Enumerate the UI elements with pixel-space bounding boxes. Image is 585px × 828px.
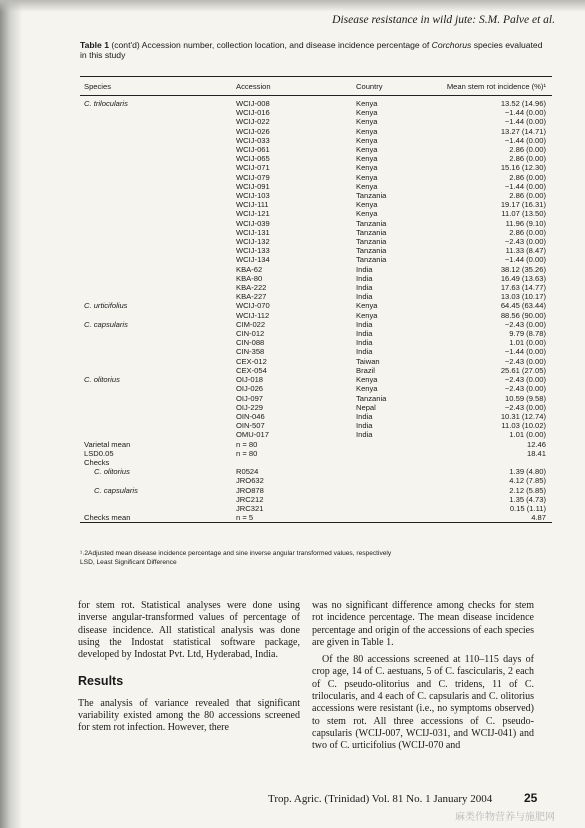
summary-label-cell: C. olitorius <box>94 467 130 477</box>
species-cell <box>80 209 236 218</box>
country-cell: India <box>356 347 373 357</box>
summary-row <box>80 476 552 485</box>
incidence-cell: 15.16 (12.30) <box>500 163 546 173</box>
summary-value-cell: 18.41 <box>526 448 546 458</box>
table-row <box>80 136 552 145</box>
country-cell: India <box>356 421 373 431</box>
country-cell: Tanzania <box>356 218 387 228</box>
country-cell: Kenya <box>356 154 378 164</box>
species-cell <box>80 136 236 145</box>
table-body <box>80 96 552 523</box>
paragraph-results-3: Of the 80 accessions screened at 110–115 days of crop age, 14 of C. aestuans, 5 of C. fascicularis, 2 each of C. pseudo-olitorius and C. tridens, 11 of C. trilocularis, and 4 each of C. capsularis and C. olitorius accessions were resistant (i.e., no symptoms observed) to stem rot. All three accessions of C. pseudo-capsularis (WCIJ-007, WCIJ-031, and WCIJ-041) and two of C. urticifolius (WCIJ-070 and <box>312 654 534 752</box>
species-cell <box>80 108 236 117</box>
country-cell: Kenya <box>356 172 378 182</box>
summary-label-cell: Checks <box>84 457 110 467</box>
table-row <box>80 394 552 403</box>
country-cell: India <box>356 329 373 339</box>
incidence-cell: 11.07 (13.50) <box>501 209 546 219</box>
species-cell <box>80 163 236 172</box>
incidence-cell: −2.43 (0.00) <box>504 237 546 247</box>
table-row <box>80 154 552 163</box>
summary-row <box>80 449 552 458</box>
country-cell: Tanzania <box>356 227 387 237</box>
species-cell <box>80 228 236 237</box>
species-cell <box>80 292 236 301</box>
incidence-cell: 2.86 (0.00) <box>509 154 546 164</box>
country-cell: Kenya <box>356 301 378 311</box>
summary-accession-cell: JRO632 <box>236 476 264 486</box>
incidence-cell: −1.44 (0.00) <box>504 108 546 118</box>
table-row <box>80 255 552 264</box>
species-cell <box>80 246 236 255</box>
country-cell: Tanzania <box>356 255 387 265</box>
summary-value-cell: 4.12 (7.85) <box>509 476 546 486</box>
data-table <box>80 76 552 523</box>
species-cell <box>80 329 236 338</box>
summary-row <box>80 440 552 449</box>
summary-row <box>80 504 552 513</box>
table-row <box>80 375 552 384</box>
accession-cell: OIJ-229 <box>236 402 264 412</box>
country-cell: Nepal <box>356 402 376 412</box>
summary-accession-cell: JRO878 <box>236 485 264 495</box>
table-row <box>80 209 552 218</box>
incidence-cell: −1.44 (0.00) <box>504 255 546 265</box>
accession-cell: WCIJ-071 <box>236 163 270 173</box>
accession-cell: WCIJ-079 <box>236 172 270 182</box>
summary-country-cell <box>356 486 432 495</box>
summary-value-cell: 12.46 <box>526 439 546 449</box>
incidence-cell: 2.86 (0.00) <box>509 227 546 237</box>
table-row <box>80 347 552 356</box>
species-cell <box>80 366 236 375</box>
table-row <box>80 329 552 338</box>
accession-cell: WCIJ-121 <box>236 209 270 219</box>
species-cell <box>80 394 236 403</box>
country-cell: India <box>356 264 373 274</box>
accession-cell: CIN-358 <box>236 347 265 357</box>
summary-country-cell <box>356 458 432 467</box>
header-species: Species <box>80 77 236 96</box>
table-row <box>80 274 552 283</box>
species-cell <box>80 117 236 126</box>
table-row <box>80 145 552 154</box>
summary-country-cell <box>356 449 432 458</box>
summary-accession-cell: JRC212 <box>236 494 264 504</box>
table-row <box>80 237 552 246</box>
summary-country-cell <box>356 495 432 504</box>
accession-cell: WCIJ-016 <box>236 108 270 118</box>
species-cell <box>80 219 236 228</box>
incidence-cell: −1.44 (0.00) <box>504 135 546 145</box>
site-watermark: 麻类作物营养与施肥网 <box>455 812 555 823</box>
table-row <box>80 246 552 255</box>
summary-value-cell: 2.12 (5.85) <box>509 485 546 495</box>
summary-row <box>80 467 552 476</box>
species-cell <box>80 347 236 356</box>
summary-value-cell: 4.87 <box>531 513 546 523</box>
summary-accession-cell: n = 5 <box>236 513 254 523</box>
footnote-1: ¹˒2Adjusted mean disease incidence percentage and sine inverse angular transformed values, respectively <box>80 550 392 557</box>
summary-row <box>80 513 552 522</box>
accession-cell: WCIJ-133 <box>236 246 270 256</box>
table-row <box>80 219 552 228</box>
summary-row <box>80 486 552 495</box>
species-cell <box>80 154 236 163</box>
paragraph-methods: for stem rot. Statistical analyses were done using inverse angular-transformed values of percentage of disease incidence. All statistical analysis was done using the Indostat statistical software package, developed by Indostat Pvt. Ltd, Hyderabad, India. <box>78 600 300 661</box>
incidence-cell: 10.59 (9.58) <box>505 393 546 403</box>
table-row <box>80 265 552 274</box>
summary-accession-cell: R0524 <box>236 467 259 477</box>
accession-cell: KBA-227 <box>236 292 267 302</box>
country-cell: Tanzania <box>356 393 387 403</box>
species-cell <box>80 173 236 182</box>
summary-label-cell <box>80 476 236 485</box>
species-cell: C. olitorius <box>84 375 120 385</box>
table-row <box>80 320 552 329</box>
header-incidence: Mean stem rot incidence (%)¹ <box>432 77 552 96</box>
summary-country-cell <box>356 467 432 476</box>
accession-cell: WCIJ-103 <box>236 191 270 201</box>
table-row <box>80 200 552 209</box>
country-cell: India <box>356 283 373 293</box>
incidence-cell: 9.79 (8.78) <box>509 329 546 339</box>
country-cell: Tanzania <box>356 246 387 256</box>
table-row <box>80 96 552 109</box>
country-cell: Kenya <box>356 145 378 155</box>
caption-genus: Corchorus <box>431 40 472 50</box>
accession-cell: WCIJ-111 <box>236 200 269 210</box>
incidence-cell: −2.43 (0.00) <box>504 375 546 385</box>
summary-label-cell <box>80 504 236 513</box>
table-row <box>80 301 552 310</box>
species-cell <box>80 338 236 347</box>
table-row <box>80 191 552 200</box>
accession-cell: CIM-022 <box>236 319 266 329</box>
incidence-cell: −2.43 (0.00) <box>504 319 546 329</box>
table-label: Table 1 <box>80 40 109 50</box>
incidence-cell: 64.45 (63.44) <box>500 301 546 311</box>
paragraph-results-2: was no significant difference among checks for stem rot incidence percentage. The mean disease incidence percentage and origin of the accessions of each species are given in Table 1. <box>312 600 534 648</box>
summary-row <box>80 458 552 467</box>
table-row <box>80 366 552 375</box>
table-row <box>80 163 552 172</box>
incidence-cell: 88.56 (90.00) <box>500 310 546 320</box>
table-row <box>80 384 552 393</box>
accession-cell: WCIJ-132 <box>236 237 270 247</box>
accession-cell: CEX-012 <box>236 356 267 366</box>
incidence-cell: 38.12 (35.26) <box>500 264 546 274</box>
country-cell: Tanzania <box>356 191 387 201</box>
incidence-cell: 13.52 (14.96) <box>500 99 546 108</box>
country-cell: Kenya <box>356 375 378 385</box>
incidence-cell: 2.86 (0.00) <box>509 172 546 182</box>
journal-citation: Trop. Agric. (Trinidad) Vol. 81 No. 1 January 2004 <box>268 793 493 805</box>
table-row <box>80 108 552 117</box>
incidence-cell: 13.27 (14.71) <box>500 126 546 136</box>
table-row <box>80 228 552 237</box>
incidence-cell: 13.03 (10.17) <box>500 292 546 302</box>
accession-cell: CIN-088 <box>236 338 265 348</box>
accession-cell: OIJ-018 <box>236 375 264 385</box>
accession-cell: WCIJ-112 <box>236 310 270 320</box>
species-cell <box>80 182 236 191</box>
summary-value-cell: 0.15 (1.11) <box>509 503 546 513</box>
country-cell: India <box>356 411 373 421</box>
summary-accession-cell: JRC321 <box>236 503 264 513</box>
accession-cell: KBA-62 <box>236 264 263 274</box>
species-cell <box>80 421 236 430</box>
country-cell: Tanzania <box>356 237 387 247</box>
table-row <box>80 127 552 136</box>
table-row <box>80 357 552 366</box>
accession-cell: WCIJ-065 <box>236 154 270 164</box>
country-cell: India <box>356 319 373 329</box>
header-country: Country <box>356 77 432 96</box>
header-accession: Accession <box>236 77 356 96</box>
species-cell <box>80 430 236 439</box>
summary-country-cell <box>356 440 432 449</box>
caption-text: (cont'd) Accession number, collection location, and disease incidence percentage of <box>108 40 432 50</box>
country-cell: Kenya <box>356 99 378 108</box>
summary-label-cell: C. capsularis <box>94 485 138 495</box>
species-cell <box>80 412 236 421</box>
accession-cell: WCIJ-134 <box>236 255 270 265</box>
accession-cell: CIN-012 <box>236 329 265 339</box>
accession-cell: WCIJ-070 <box>236 301 270 311</box>
species-cell <box>80 283 236 292</box>
summary-accession-cell: n = 80 <box>236 439 258 449</box>
incidence-cell: 11.96 (9.10) <box>505 218 546 228</box>
species-cell: C. trilocularis <box>84 99 128 108</box>
incidence-cell: 11.33 (8.47) <box>505 246 546 256</box>
species-cell <box>80 127 236 136</box>
summary-country-cell <box>356 513 432 522</box>
incidence-cell: 10.31 (12.74) <box>500 411 546 421</box>
species-cell: C. urticifolius <box>84 301 128 311</box>
country-cell: Kenya <box>356 108 378 118</box>
species-cell <box>80 384 236 393</box>
accession-cell: WCIJ-026 <box>236 126 270 136</box>
incidence-cell: 2.86 (0.00) <box>509 145 546 155</box>
summary-country-cell <box>356 504 432 513</box>
country-cell: Kenya <box>356 209 378 219</box>
accession-cell: KBA-222 <box>236 283 267 293</box>
country-cell: Kenya <box>356 117 378 127</box>
accession-cell: CEX-054 <box>236 365 267 375</box>
incidence-cell: 11.03 (10.02) <box>501 421 546 431</box>
incidence-cell: 17.63 (14.77) <box>500 283 546 293</box>
accession-cell: WCIJ-091 <box>236 181 270 191</box>
country-cell: Kenya <box>356 384 378 394</box>
summary-label-cell <box>80 495 236 504</box>
incidence-cell: 19.17 (16.31) <box>500 200 546 210</box>
country-cell: India <box>356 430 373 440</box>
accession-cell: WCIJ-008 <box>236 99 270 108</box>
table-row <box>80 421 552 430</box>
accession-cell: WCIJ-033 <box>236 135 270 145</box>
incidence-cell: −1.44 (0.00) <box>504 181 546 191</box>
table-row <box>80 412 552 421</box>
paragraph-results-1: The analysis of variance revealed that significant variability existed among the 80 accessions screened for stem rot infection. However, there <box>78 697 300 734</box>
accession-cell: KBA-80 <box>236 273 263 283</box>
summary-row <box>80 495 552 504</box>
species-cell <box>80 274 236 283</box>
summary-country-cell <box>356 476 432 485</box>
species-cell <box>80 191 236 200</box>
table-footnotes <box>80 550 550 567</box>
text-column-left <box>78 600 300 740</box>
table-row <box>80 292 552 301</box>
country-cell: Kenya <box>356 310 378 320</box>
country-cell: India <box>356 338 373 348</box>
accession-cell: WCIJ-022 <box>236 117 270 127</box>
species-cell <box>80 311 236 320</box>
table-header-row <box>80 77 552 96</box>
table-row <box>80 283 552 292</box>
running-head: Disease resistance in wild jute: S.M. Palve et al. <box>332 14 555 26</box>
summary-accession-cell <box>236 458 356 467</box>
incidence-cell: 1.01 (0.00) <box>509 338 546 348</box>
page-number: 25 <box>524 791 538 805</box>
incidence-cell: 16.49 (13.63) <box>500 273 546 283</box>
table-caption <box>80 40 550 60</box>
species-cell <box>80 255 236 264</box>
species-cell <box>80 200 236 209</box>
accession-cell: OMU-017 <box>236 430 269 440</box>
table-row <box>80 403 552 412</box>
table-row <box>80 430 552 439</box>
summary-value-cell: 1.35 (4.73) <box>509 494 546 504</box>
text-column-right <box>312 600 534 758</box>
species-cell: C. capsularis <box>84 319 128 329</box>
country-cell: India <box>356 292 373 302</box>
accession-cell: OIN-507 <box>236 421 265 431</box>
species-cell <box>80 237 236 246</box>
incidence-cell: 2.86 (0.00) <box>509 191 546 201</box>
section-heading-results: Results <box>78 674 124 689</box>
table-row <box>80 173 552 182</box>
accession-cell: WCIJ-131 <box>236 227 270 237</box>
accession-cell: OIJ-026 <box>236 384 264 394</box>
incidence-cell: −1.44 (0.00) <box>504 347 546 357</box>
incidence-cell: 25.61 (27.05) <box>500 365 546 375</box>
incidence-cell: −2.43 (0.00) <box>504 384 546 394</box>
table-row <box>80 338 552 347</box>
incidence-cell: −2.43 (0.00) <box>504 356 546 366</box>
table-row <box>80 117 552 126</box>
species-cell <box>80 357 236 366</box>
summary-label-cell: Checks mean <box>84 513 131 523</box>
summary-value-cell <box>432 458 552 467</box>
species-cell <box>80 265 236 274</box>
country-cell: Kenya <box>356 126 378 136</box>
accession-cell: OIN-046 <box>236 411 265 421</box>
species-cell <box>80 403 236 412</box>
incidence-cell: −2.43 (0.00) <box>504 402 546 412</box>
table-row <box>80 182 552 191</box>
table-row <box>80 311 552 320</box>
country-cell: Taiwan <box>356 356 380 366</box>
accession-cell: WCIJ-061 <box>236 145 270 155</box>
country-cell: Kenya <box>356 135 378 145</box>
accession-cell: WCIJ-039 <box>236 218 270 228</box>
summary-label-cell: LSD0.05 <box>84 448 114 458</box>
incidence-cell: −1.44 (0.00) <box>504 117 546 127</box>
country-cell: Kenya <box>356 200 378 210</box>
country-cell: India <box>356 273 373 283</box>
caption-text-2: species evaluated in this study <box>80 40 543 60</box>
species-cell <box>80 145 236 154</box>
incidence-cell: 1.01 (0.00) <box>509 430 546 440</box>
accession-cell: OIJ-097 <box>236 393 264 403</box>
country-cell: Kenya <box>356 181 378 191</box>
summary-label-cell: Varietal mean <box>84 439 131 449</box>
country-cell: Brazil <box>356 365 375 375</box>
country-cell: Kenya <box>356 163 378 173</box>
footnote-2: LSD, Least Significant Difference <box>80 558 177 566</box>
summary-accession-cell: n = 80 <box>236 448 258 458</box>
summary-value-cell: 1.39 (4.80) <box>509 467 546 477</box>
